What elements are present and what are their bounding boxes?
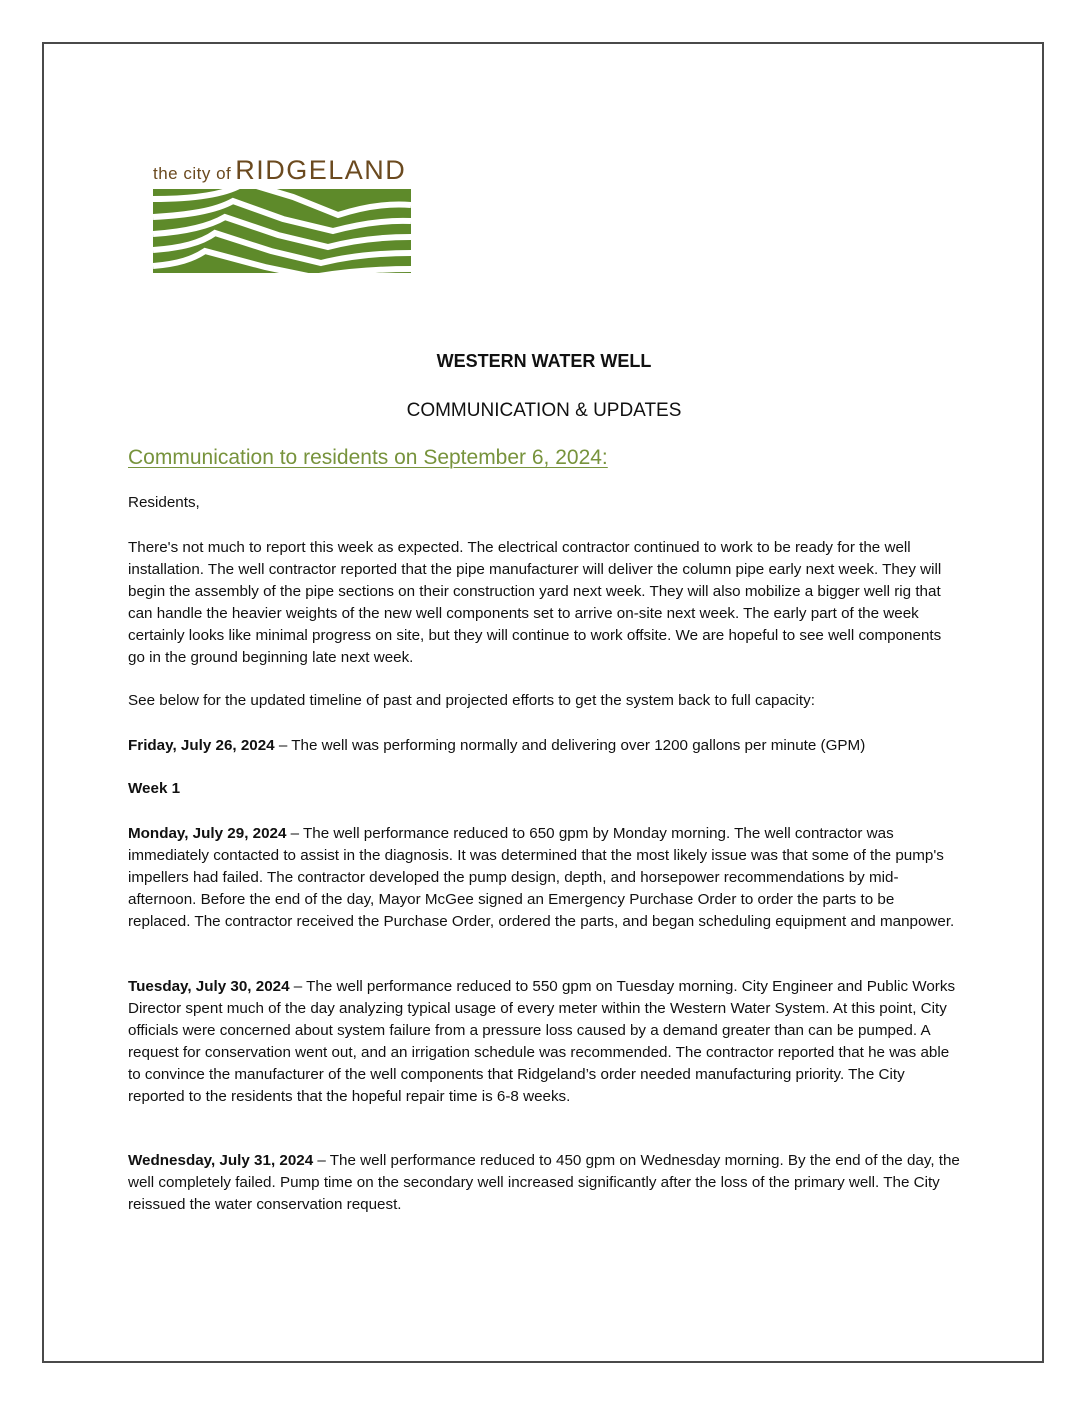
timeline-entry-date: Tuesday, July 30, 2024 xyxy=(128,978,290,995)
communication-heading-link[interactable]: Communication to residents on September 6, 2024: xyxy=(128,446,608,469)
document-title xyxy=(0,351,1088,372)
timeline-intro: See below for the updated timeline of past and projected efforts to get the system back to full capacity: xyxy=(128,692,815,709)
timeline-entry-date: Monday, July 29, 2024 xyxy=(128,825,287,842)
document-title-text: WESTERN WATER WELL xyxy=(436,351,652,371)
timeline-entry xyxy=(128,823,960,933)
week-label: Week 1 xyxy=(128,780,181,797)
intro-paragraph: There's not much to report this week as expected. The electrical contractor continued to work to be ready for the well installation. The well contractor reported that the pipe manufacturer will deliver the column pipe early next week. They will begin the assembly of the pipe sections on their construction yard next week. They will also mobilize a bigger well rig that can handle the heavier weights of the new well components set to arrive on-site next week. The early part of the week certainly looks like minimal progress on site, but they will continue to work offsite. We are hopeful to see well components go in the ground beginning late next week. xyxy=(128,539,942,666)
timeline-entry-text: – The well performance reduced to 550 gpm on Tuesday morning. City Engineer and Public Works Director spent much of the day analyzing typical usage of every meter within the Western Water System. At this point, City officials were concerned about system failure from a pressure loss caused by a demand greater than can be pumped. A request for conservation went out, and an irrigation schedule was recommended. The contractor reported that he was able to convince the manufacturer of the well components that Ridgeland’s order needed manufacturing priority. The City reported to the residents that the hopeful repair time is 6-8 weeks. xyxy=(128,978,956,1105)
timeline-entry-date: Wednesday, July 31, 2024 xyxy=(128,1152,314,1169)
document-subtitle-text: COMMUNICATION & UPDATES xyxy=(406,400,682,421)
timeline-entry-text: – The well performance reduced to 650 gpm by Monday morning. The well contractor was immediately contacted to assist in the diagnosis. It was determined that the most likely issue was that some of the pump's impellers had failed. The contractor developed the pump design, depth, and horsepower recommendations by mid-afternoon. Before the end of the day, Mayor McGee signed an Emergency Purchase Order to order the parts to be replaced. The contractor received the Purchase Order, ordered the parts, and began scheduling equipment and manpower. xyxy=(128,825,955,930)
timeline-entry-pre xyxy=(128,735,960,757)
document-subtitle xyxy=(0,400,1088,422)
city-logo xyxy=(153,155,411,275)
week-label-container xyxy=(128,778,960,800)
logo-city-name: RIDGELAND xyxy=(235,155,407,185)
timeline-entry-text: – The well performance reduced to 450 gpm on Wednesday morning. By the end of the day, the well completely failed. Pump time on the secondary well increased significantly after the loss of the primary well. The City reissued the water conservation request. xyxy=(128,1152,960,1213)
timeline-entry xyxy=(128,1150,960,1216)
logo-band-top-edge xyxy=(153,187,411,189)
timeline-entry-text: – The well was performing normally and delivering over 1200 gallons per minute (GPM) xyxy=(274,737,866,754)
logo-wordmark xyxy=(153,155,406,186)
logo-prefix: the city of xyxy=(153,164,232,183)
timeline-entry-date: Friday, July 26, 2024 xyxy=(128,737,275,754)
logo-hills-icon xyxy=(153,187,411,273)
greeting: Residents, xyxy=(128,494,200,511)
timeline-entry xyxy=(128,976,960,1108)
